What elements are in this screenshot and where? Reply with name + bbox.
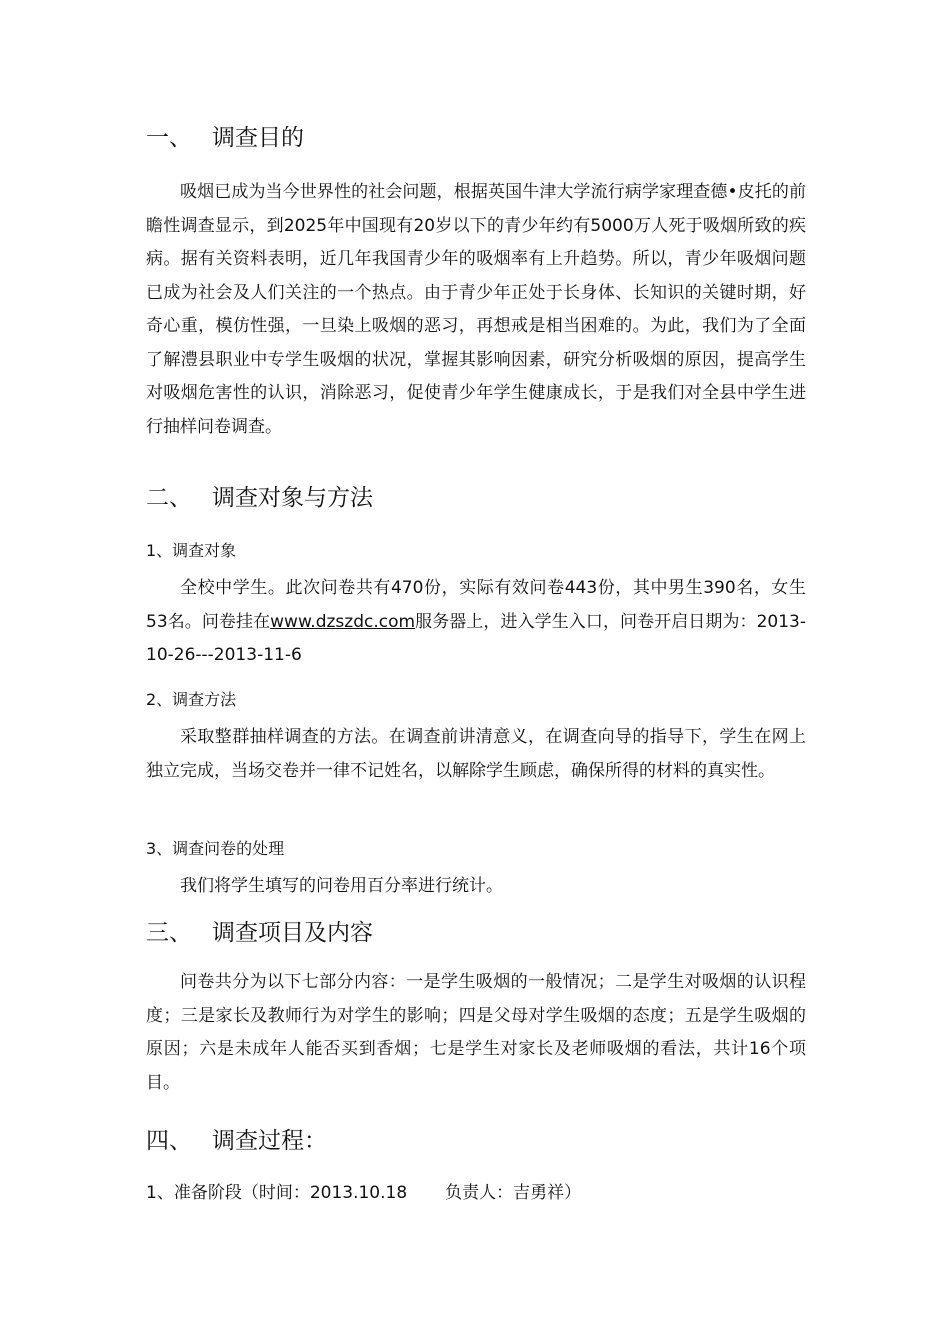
- section-heading-subjects-methods: [146, 484, 373, 512]
- section-heading-purpose: [146, 124, 304, 152]
- section-number: 三、: [146, 920, 192, 946]
- subheading-processing: 3、调查问卷的处理: [146, 839, 285, 858]
- stage-owner: 负责人：吉勇祥）: [445, 1183, 582, 1203]
- section-title: 调查过程：: [212, 1128, 327, 1154]
- subjects-paragraph: [146, 572, 806, 673]
- section-title: 调查目的: [212, 125, 304, 151]
- survey-server-link[interactable]: www.dzszdc.com: [270, 611, 416, 632]
- section-title: 调查项目及内容: [212, 920, 373, 946]
- stage-label: 1、准备阶段（时间：2013.10.18: [146, 1183, 408, 1203]
- section-number: 二、: [146, 485, 192, 511]
- section-heading-items-content: [146, 919, 373, 947]
- stage-preparation: [146, 1182, 581, 1204]
- methods-paragraph: 采取整群抽样调查的方法。在调查前讲清意义，在调查向导的指导下，学生在网上独立完成，当场交卷并一律不记姓名，以解除学生顾虑，确保所得的材料的真实性。: [146, 727, 806, 781]
- section-heading-process: [146, 1127, 327, 1155]
- section-number: 四、: [146, 1128, 192, 1154]
- section-number: 一、: [146, 125, 192, 151]
- purpose-paragraph: 吸烟已成为当今世界性的社会问题，根据英国牛津大学流行病学家理查德•皮托的前瞻性调查显示，到2025年中国现有20岁以下的青少年约有5000万人死于吸烟所致的疾病。据有关资料表明，近几年我国青少年的吸烟率有上升趋势。所以，青少年吸烟问题已成为社会及人们关注的一个热点。由于青少年正处于长身体、长知识的关键时期，好奇心重，模仿性强，一旦染上吸烟的恶习，再想戒是相当困难的。为此，我们为了全面了解澧县职业中专学生吸烟的状况，掌握其影响因素，研究分析吸烟的原因，提高学生对吸烟危害性的认识，消除恶习，促使青少年学生健康成长，于是我们对全县中学生进行抽样问卷调查。: [146, 182, 806, 437]
- subheading-subjects: 1、调查对象: [146, 541, 237, 560]
- subjects-text-before: 全校中学生。此次问卷共有470份，实际有效问卷443份，其中男生390名，女生53名。问卷挂在: [146, 578, 806, 632]
- subjects-text-after: 服务器上，进入学生入口，问卷开启日期为：2013-10-26---2013-11-6: [146, 611, 806, 665]
- items-content-paragraph: 问卷共分为以下七部分内容：一是学生吸烟的一般情况；二是学生对吸烟的认识程度；三是家长及教师行为对学生的影响；四是父母对学生吸烟的态度；五是学生吸烟的原因；六是未成年人能否买到香烟；七是学生对家长及老师吸烟的看法，共计16个项目。: [146, 972, 806, 1093]
- processing-paragraph: 我们将学生填写的问卷用百分率进行统计。: [180, 876, 503, 896]
- subheading-methods: 2、调查方法: [146, 690, 237, 709]
- section-title: 调查对象与方法: [212, 485, 373, 511]
